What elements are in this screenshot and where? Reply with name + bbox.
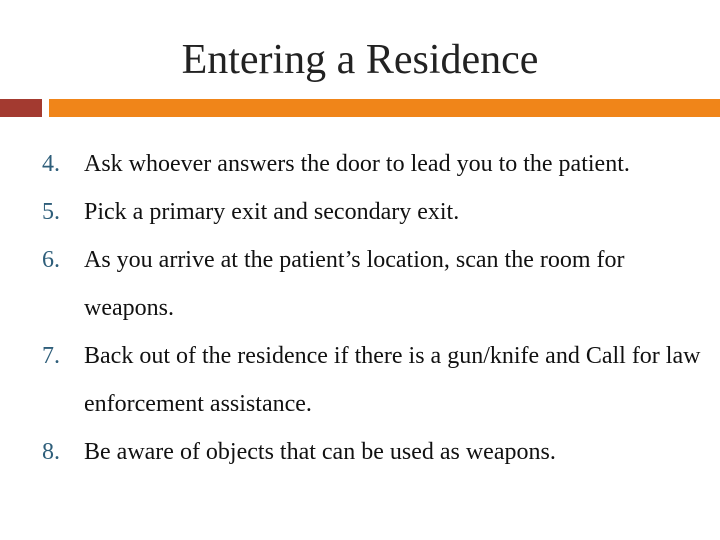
list-item xyxy=(42,188,702,236)
list-item xyxy=(42,332,702,428)
list-text: Back out of the residence if there is a gun/knife and Call for law enforcement assistance. xyxy=(84,343,701,417)
numbered-list xyxy=(42,140,702,476)
list-item xyxy=(42,236,702,332)
list-number: 6. xyxy=(42,247,60,273)
accent-bar-red xyxy=(0,99,42,117)
list-text: Be aware of objects that can be used as weapons. xyxy=(84,439,556,465)
list-number: 8. xyxy=(42,439,60,465)
list-text: As you arrive at the patient’s location, scan the room for weapons. xyxy=(84,247,625,321)
list-text: Ask whoever answers the door to lead you to the patient. xyxy=(84,151,630,177)
list-item xyxy=(42,428,702,476)
list-number: 4. xyxy=(42,151,60,177)
list-item xyxy=(42,140,702,188)
accent-bar-orange xyxy=(49,99,720,117)
list-text: Pick a primary exit and secondary exit. xyxy=(84,199,460,225)
list-number: 7. xyxy=(42,343,60,369)
slide-title: Entering a Residence xyxy=(181,37,539,83)
list-number: 5. xyxy=(42,199,60,225)
